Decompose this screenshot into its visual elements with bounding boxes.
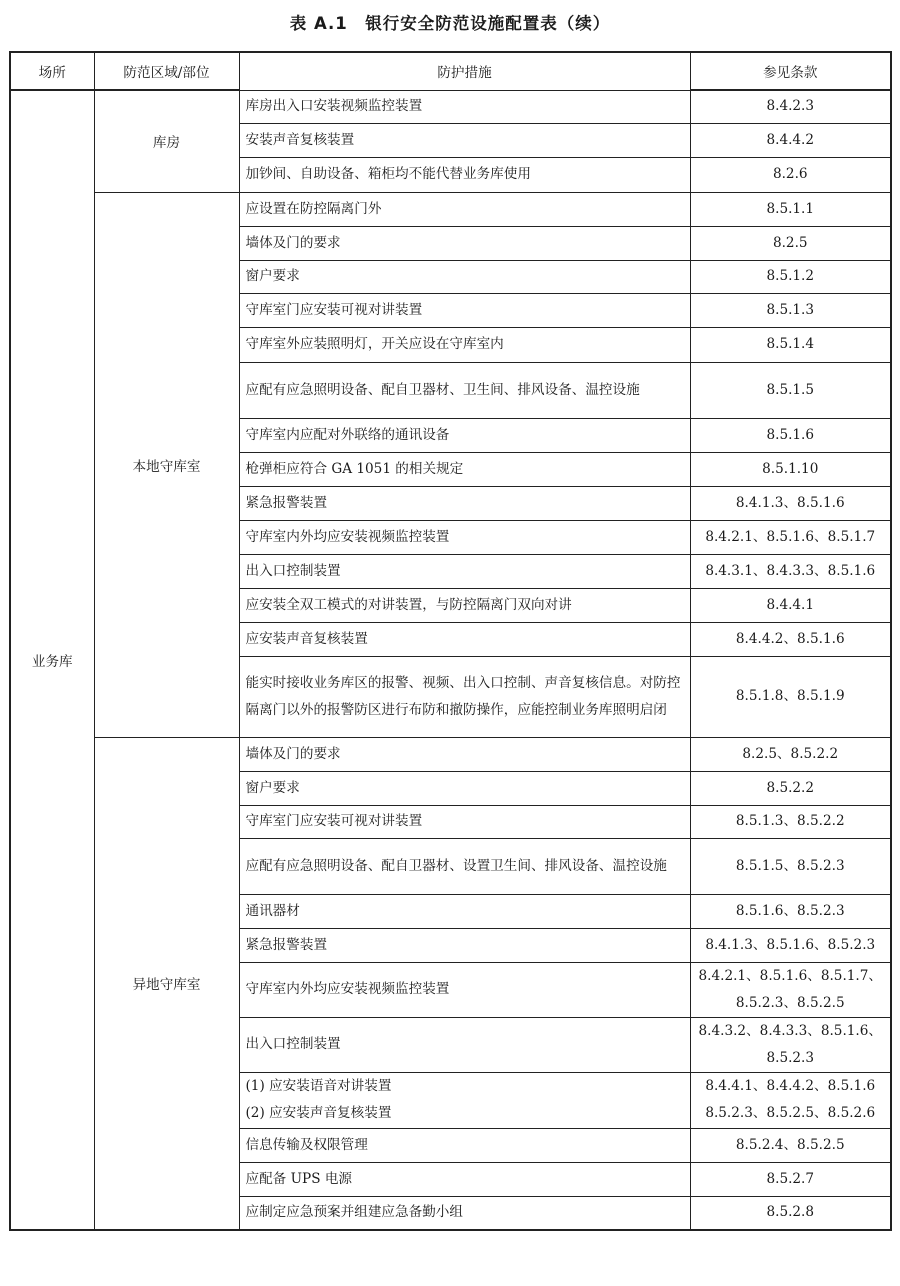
measure-cell: 守库室内应配对外联络的通讯设备 (239, 418, 690, 452)
measure-cell: 安装声音复核装置 (239, 123, 690, 157)
table-row (10, 192, 891, 226)
reference-cell: 8.4.2.3 (690, 90, 891, 123)
table-row (10, 90, 891, 123)
header-area: 防范区域/部位 (94, 52, 239, 90)
measure-cell: 墙体及门的要求 (239, 737, 690, 771)
table-body (10, 90, 891, 1230)
measure-cell: 库房出入口安装视频监控装置 (239, 90, 690, 123)
reference-cell: 8.5.1.10 (690, 452, 891, 486)
measure-cell: 紧急报警装置 (239, 486, 690, 520)
measure-cell: 应安装全双工模式的对讲装置，与防控隔离门双向对讲 (239, 588, 690, 622)
reference-cell: 8.5.1.6 (690, 418, 891, 452)
measure-cell: 墙体及门的要求 (239, 226, 690, 260)
reference-cell: 8.4.3.2、8.4.3.3、8.5.1.6、8.5.2.3 (690, 1017, 891, 1072)
reference-cell: 8.2.6 (690, 157, 891, 192)
reference-cell: 8.4.1.3、8.5.1.6 (690, 486, 891, 520)
measure-cell: 应安装声音复核装置 (239, 622, 690, 656)
table-header-row (10, 52, 891, 90)
area-cell: 异地守库室 (94, 737, 239, 1230)
measure-cell: 应配有应急照明设备、配自卫器材、设置卫生间、排风设备、温控设施 (239, 838, 690, 894)
measure-cell: 守库室门应安装可视对讲装置 (239, 293, 690, 327)
reference-cell: 8.4.4.2 (690, 123, 891, 157)
reference-cell: 8.5.1.3、8.5.2.2 (690, 805, 891, 838)
measure-cell: 应配备 UPS 电源 (239, 1162, 690, 1196)
reference-cell: 8.5.2.7 (690, 1162, 891, 1196)
measure-cell: 守库室内外均应安装视频监控装置 (239, 520, 690, 554)
table-row (10, 737, 891, 771)
reference-cell: 8.5.1.4 (690, 327, 891, 362)
measure-cell: 窗户要求 (239, 260, 690, 293)
reference-cell: 8.2.5、8.5.2.2 (690, 737, 891, 771)
reference-cell: 8.5.1.5、8.5.2.3 (690, 838, 891, 894)
area-cell: 本地守库室 (94, 192, 239, 737)
reference-cell: 8.4.3.1、8.4.3.3、8.5.1.6 (690, 554, 891, 588)
measure-cell: 通讯器材 (239, 894, 690, 928)
measure-cell: 应配有应急照明设备、配自卫器材、卫生间、排风设备、温控设施 (239, 362, 690, 418)
reference-cell: 8.5.1.3 (690, 293, 891, 327)
reference-cell: 8.5.2.4、8.5.2.5 (690, 1128, 891, 1162)
measure-cell: 枪弹柜应符合 GA 1051 的相关规定 (239, 452, 690, 486)
measure-cell: 窗户要求 (239, 771, 690, 805)
measure-cell: 能实时接收业务库区的报警、视频、出入口控制、声音复核信息。对防控隔离门以外的报警防区进行布防和撤防操作，应能控制业务库照明启闭 (239, 656, 690, 737)
area-cell: 库房 (94, 90, 239, 192)
reference-cell: 8.2.5 (690, 226, 891, 260)
place-cell: 业务库 (10, 90, 94, 1230)
reference-cell: 8.4.4.1、8.4.4.2、8.5.1.6 8.5.2.3、8.5.2.5、8.5.2.6 (690, 1072, 891, 1128)
reference-cell: 8.4.2.1、8.5.1.6、8.5.1.7、8.5.2.3、8.5.2.5 (690, 962, 891, 1017)
header-place: 场所 (10, 52, 94, 90)
measure-cell: 出入口控制装置 (239, 1017, 690, 1072)
measure-cell: 应设置在防控隔离门外 (239, 192, 690, 226)
reference-cell: 8.5.2.2 (690, 771, 891, 805)
reference-cell: 8.4.2.1、8.5.1.6、8.5.1.7 (690, 520, 891, 554)
reference-cell: 8.4.4.2、8.5.1.6 (690, 622, 891, 656)
header-measure: 防护措施 (239, 52, 690, 90)
measure-cell: 守库室内外均应安装视频监控装置 (239, 962, 690, 1017)
measure-cell: 信息传输及权限管理 (239, 1128, 690, 1162)
reference-cell: 8.5.2.8 (690, 1196, 891, 1230)
reference-cell: 8.4.4.1 (690, 588, 891, 622)
measure-cell: 出入口控制装置 (239, 554, 690, 588)
measure-cell: (1) 应安装语音对讲装置 (2) 应安装声音复核装置 (239, 1072, 690, 1128)
measure-cell: 守库室门应安装可视对讲装置 (239, 805, 690, 838)
measure-cell: 加钞间、自助设备、箱柜均不能代替业务库使用 (239, 157, 690, 192)
reference-cell: 8.4.1.3、8.5.1.6、8.5.2.3 (690, 928, 891, 962)
reference-cell: 8.5.1.5 (690, 362, 891, 418)
measure-cell: 守库室外应装照明灯，开关应设在守库室内 (239, 327, 690, 362)
reference-cell: 8.5.1.1 (690, 192, 891, 226)
measure-cell: 紧急报警装置 (239, 928, 690, 962)
security-facility-table (9, 51, 892, 1231)
table-caption: 表 A.1 银行安全防范设施配置表（续） (289, 14, 611, 33)
measure-cell: 应制定应急预案并组建应急备勤小组 (239, 1196, 690, 1230)
reference-cell: 8.5.1.6、8.5.2.3 (690, 894, 891, 928)
header-reference: 参见条款 (690, 52, 891, 90)
reference-cell: 8.5.1.2 (690, 260, 891, 293)
reference-cell: 8.5.1.8、8.5.1.9 (690, 656, 891, 737)
